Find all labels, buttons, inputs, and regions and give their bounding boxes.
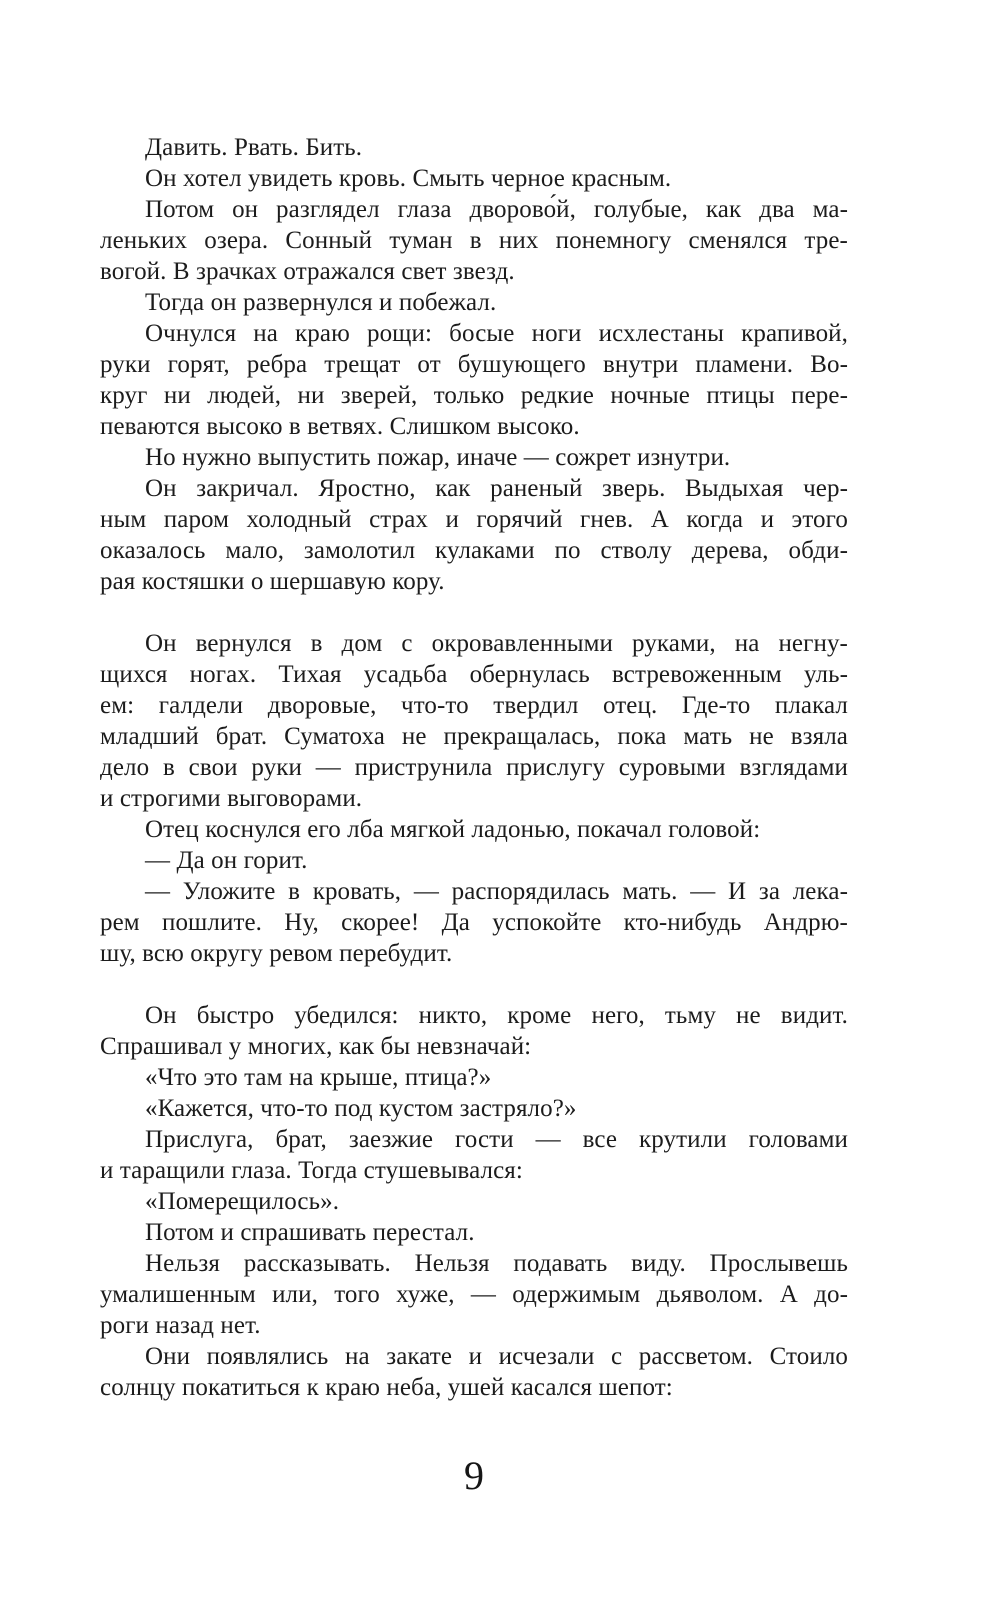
- text-line: Очнулся на краю рощи: босые ноги исхлестаны крапивой,: [145, 320, 848, 347]
- paragraph: [100, 287, 848, 318]
- text-line: и строгими выговорами.: [100, 785, 363, 812]
- text-line: Он быстро убедился: никто, кроме него, тьму не видит.: [145, 1002, 848, 1029]
- paragraph: [100, 1093, 848, 1124]
- text-line: дело в свои руки — приструнила прислугу суровыми взглядами: [100, 754, 848, 781]
- paragraph: [100, 132, 848, 163]
- paragraph: [100, 876, 848, 969]
- text-line: Тогда он развернулся и побежал.: [145, 289, 497, 316]
- paragraph: [100, 1124, 848, 1186]
- paragraph: [100, 1062, 848, 1093]
- text-line: Прислуга, брат, заезжие гости — все крутили головами: [145, 1126, 848, 1153]
- text-line: Потом он разглядел глаза дворово́й, голубые, как два ма-: [145, 196, 848, 223]
- text-line: леньких озера. Сонный туман в них понемногу сменялся тре-: [100, 227, 848, 254]
- paragraph: [100, 845, 848, 876]
- text-line: оказалось мало, замолотил кулаками по стволу дерева, обди-: [100, 537, 848, 564]
- text-line: роги назад нет.: [100, 1312, 261, 1339]
- paragraph: [100, 318, 848, 442]
- text-line: Спрашивал у многих, как бы невзначай:: [100, 1033, 532, 1060]
- text-line: Но нужно выпустить пожар, иначе — сожрет изнутри.: [145, 444, 731, 471]
- paragraph: [100, 473, 848, 597]
- paragraph: [100, 1000, 848, 1062]
- text-line: шу, всю округу ревом перебудит.: [100, 940, 453, 967]
- paragraph: [100, 442, 848, 473]
- paragraph: [100, 814, 848, 845]
- text-line: «Кажется, что-то под кустом застряло?»: [145, 1095, 577, 1122]
- text-line: — Да он горит.: [145, 847, 308, 874]
- text-line: Они появлялись на закате и исчезали с рассветом. Стоило: [145, 1343, 848, 1370]
- text-line: рем пошлите. Ну, скорее! Да успокойте кто-нибудь Андрю-: [100, 909, 848, 936]
- page-number: 9: [464, 1453, 484, 1498]
- text-line: щихся ногах. Тихая усадьба обернулась встревоженным уль-: [100, 661, 848, 688]
- text-line: руки горят, ребра трещат от бушующего внутри пламени. Во-: [100, 351, 848, 378]
- text-line: и таращили глаза. Тогда стушевывался:: [100, 1157, 523, 1184]
- text-line: Он вернулся в дом с окровавленными руками, на негну-: [145, 630, 848, 657]
- paragraph: [100, 1217, 848, 1248]
- text-line: Он хотел увидеть кровь. Смыть черное красным.: [145, 165, 672, 192]
- text-line: Он закричал. Яростно, как раненый зверь. Выдыхая чер-: [145, 475, 848, 502]
- paragraph: [100, 628, 848, 814]
- text-line: «Померещилось».: [145, 1188, 340, 1215]
- text-line: рая костяшки о шершавую кору.: [100, 568, 445, 595]
- text-line: «Что это там на крыше, птица?»: [145, 1064, 492, 1091]
- paragraph: [100, 163, 848, 194]
- text-line: ным паром холодный страх и горячий гнев. А когда и этого: [100, 506, 848, 533]
- text-line: ем: галдели дворовые, что-то твердил отец. Где-то плакал: [100, 692, 848, 719]
- paragraph: [100, 194, 848, 287]
- paragraph: [100, 1341, 848, 1403]
- text-line: Отец коснулся его лба мягкой ладонью, покачал головой:: [145, 816, 761, 843]
- text-line: — Уложите в кровать, — распорядилась мать. — И за лека-: [145, 878, 848, 905]
- paragraph: [100, 1186, 848, 1217]
- text-line: Нельзя рассказывать. Нельзя подавать виду. Прослывешь: [145, 1250, 848, 1277]
- text-line: Давить. Рвать. Бить.: [145, 134, 363, 161]
- text-line: солнцу покатиться к краю неба, ушей касался шепот:: [100, 1374, 673, 1401]
- page-text: [100, 132, 848, 1403]
- text-line: круг ни людей, ни зверей, только редкие ночные птицы пере-: [100, 382, 848, 409]
- text-line: младший брат. Суматоха не прекращалась, пока мать не взяла: [100, 723, 848, 750]
- text-line: Потом и спрашивать перестал.: [145, 1219, 475, 1246]
- text-line: певаются высоко в ветвях. Слишком высоко.: [100, 413, 580, 440]
- paragraph: [100, 1248, 848, 1341]
- text-line: умалишенным или, того хуже, — одержимым дьяволом. А до-: [100, 1281, 848, 1308]
- text-line: вогой. В зрачках отражался свет звезд.: [100, 258, 515, 285]
